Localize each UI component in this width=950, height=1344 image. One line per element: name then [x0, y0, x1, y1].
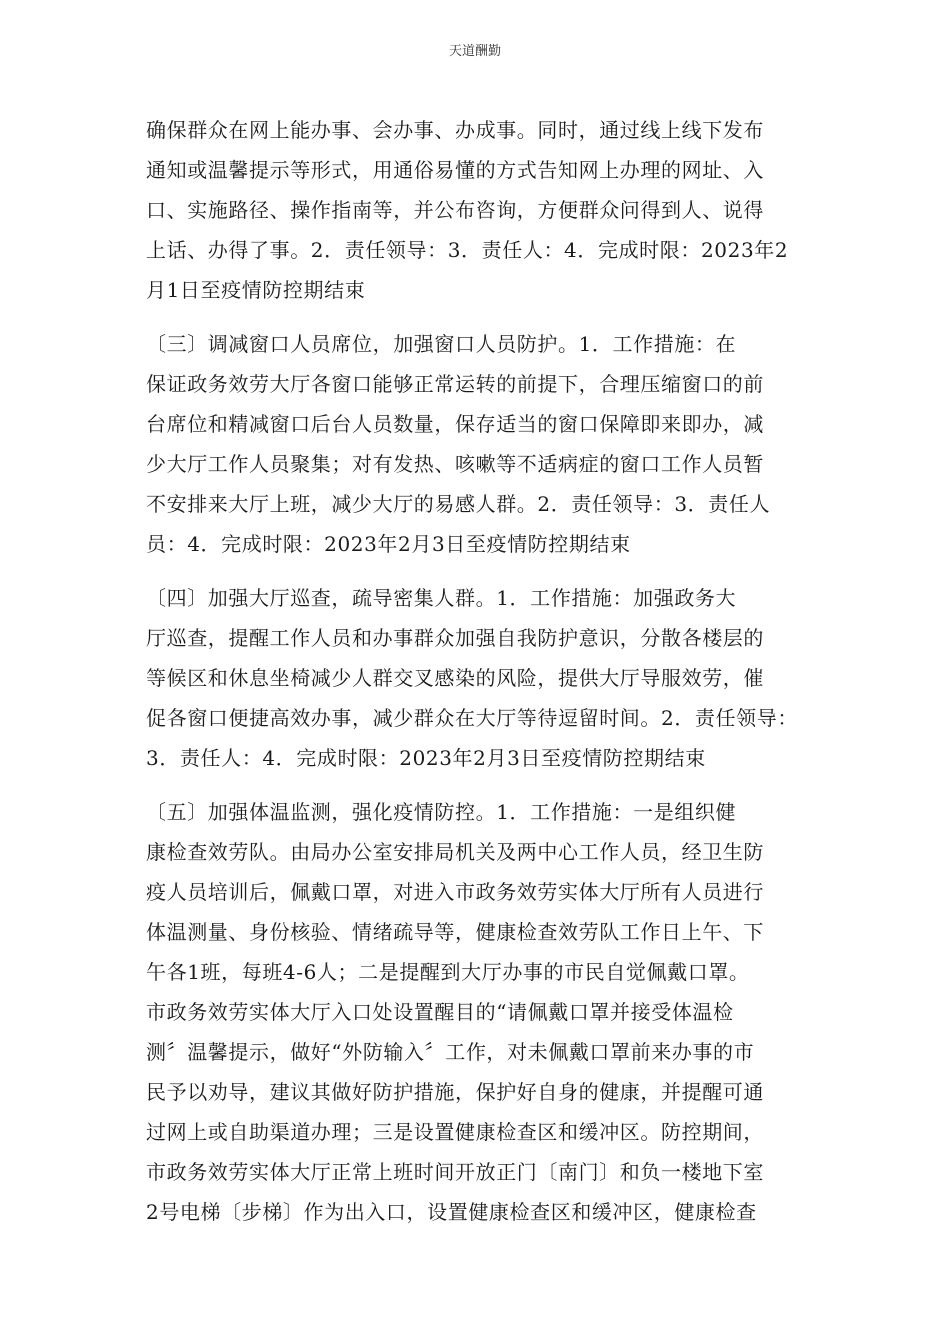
text-line: 民予以劝导，建议其做好防护措施，保护好自身的健康，并提醒可通 [146, 1080, 764, 1104]
text-line: 午各1班，每班4-6人；二是提醒到大厅办事的市民自觉佩戴口罩。 [146, 960, 750, 984]
text-line: 3．责任人：4．完成时限：2023年2月3日至疫情防控期结束 [146, 746, 706, 770]
text-line: 少大厅工作人员聚集；对有发热、咳嗽等不适病症的窗口工作人员暂 [146, 452, 764, 476]
text-line: 〔四〕加强大厅巡查，疏导密集人群。1．工作措施：加强政务大 [146, 586, 737, 610]
text-line: 康检查效劳队。由局办公室安排局机关及两中心工作人员，经卫生防 [146, 840, 764, 864]
text-line: 不安排来大厅上班，减少大厅的易感人群。2．责任领导：3．责任人 [146, 492, 771, 516]
page-header: 天道酬勤 [448, 44, 501, 59]
document-body [146, 110, 818, 1246]
paragraph-3 [146, 578, 818, 778]
text-line: 等候区和休息坐椅减少人群交叉感染的风险，提供大厅导服效劳，催 [146, 666, 764, 690]
text-line: 过网上或自助渠道办理；三是设置健康检查区和缓冲区。防控期间， [146, 1120, 764, 1144]
text-line: 上话、办得了事。2．责任领导：3．责任人：4．完成时限：2023年2 [146, 238, 789, 262]
text-line: 厅巡查，提醒工作人员和办事群众加强自我防护意识，分散各楼层的 [146, 626, 764, 650]
text-line: 员：4．完成时限：2023年2月3日至疫情防控期结束 [146, 532, 631, 556]
text-line: 保证政务效劳大厅各窗口能够正常运转的前提下，合理压缩窗口的前 [146, 372, 764, 396]
paragraph-2 [146, 324, 818, 564]
text-line: 台席位和精减窗口后台人员数量，保存适当的窗口保障即来即办，减 [146, 412, 764, 436]
text-line: 通知或温馨提示等形式，用通俗易懂的方式告知网上办理的网址、入 [146, 158, 764, 182]
text-line: 〔三〕调减窗口人员席位，加强窗口人员防护。1．工作措施：在 [146, 332, 737, 356]
paragraph-1 [146, 110, 818, 310]
text-line: 月1日至疫情防控期结束 [146, 278, 366, 302]
text-line: 促各窗口便捷高效办事，减少群众在大厅等待逗留时间。2．责任领导： [146, 706, 798, 730]
text-line: 〔五〕加强体温监测，强化疫情防控。1．工作措施：一是组织健 [146, 800, 737, 824]
text-line: 体温测量、身份核验、情绪疏导等，健康检查效劳队工作日上午、下 [146, 920, 764, 944]
text-line: 市政务效劳实体大厅入口处设置醒目的“请佩戴口罩并接受体温检 [146, 1000, 734, 1024]
text-line: 口、实施路径、操作指南等，并公布咨询，方便群众问得到人、说得 [146, 198, 764, 222]
text-line: 市政务效劳实体大厅正常上班时间开放正门〔南门〕和负一楼地下室 [146, 1160, 764, 1184]
paragraph-4 [146, 792, 818, 1232]
text-line: 测〞温馨提示，做好“外防输入〞工作，对未佩戴口罩前来办事的市 [146, 1040, 755, 1064]
text-line: 确保群众在网上能办事、会办事、办成事。同时，通过线上线下发布 [146, 118, 764, 142]
text-line: 疫人员培训后，佩戴口罩，对进入市政务效劳实体大厅所有人员进行 [146, 880, 764, 904]
text-line: 2号电梯〔步梯〕作为出入口，设置健康检查区和缓冲区，健康检查 [146, 1200, 757, 1224]
